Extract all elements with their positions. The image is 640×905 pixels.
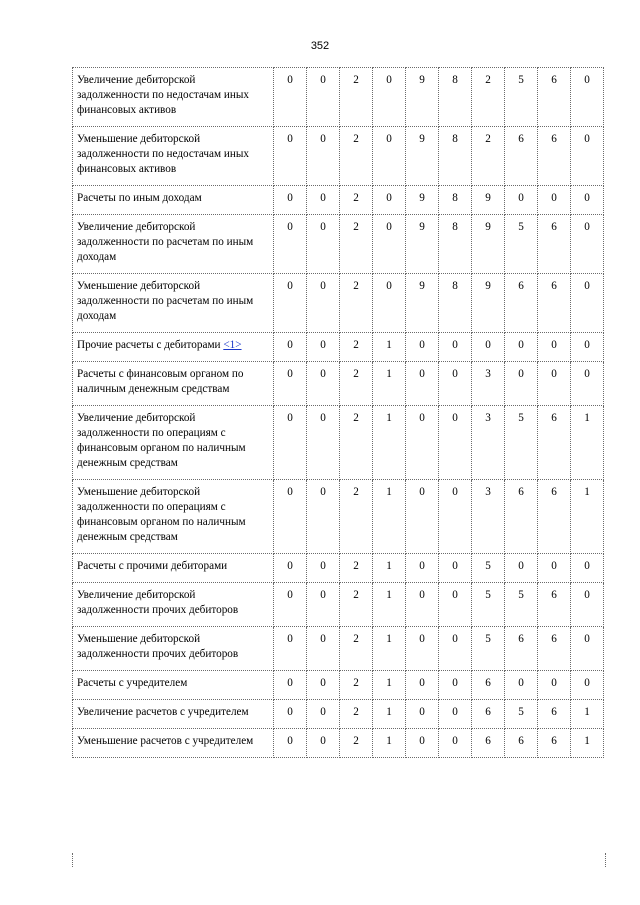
account-name-cell <box>73 554 274 583</box>
code-digit-cell: 2 <box>340 215 373 274</box>
code-digit-cell: 1 <box>373 554 406 583</box>
code-digit-cell: 0 <box>373 68 406 127</box>
code-digit-cell: 0 <box>571 362 604 406</box>
account-name-cell <box>73 333 274 362</box>
code-digit-cell: 5 <box>505 406 538 480</box>
code-digit-cell: 0 <box>307 700 340 729</box>
code-digit-cell: 2 <box>340 186 373 215</box>
table-row <box>73 406 604 480</box>
code-digit-cell: 0 <box>439 362 472 406</box>
table-body <box>73 68 604 758</box>
code-digit-cell: 0 <box>406 627 439 671</box>
account-name: Расчеты по иным доходам <box>77 192 202 204</box>
account-name-cell <box>73 480 274 554</box>
code-digit-cell: 5 <box>472 583 505 627</box>
code-digit-cell: 0 <box>571 215 604 274</box>
code-digit-cell: 0 <box>274 554 307 583</box>
table-row <box>73 554 604 583</box>
code-digit-cell: 0 <box>571 68 604 127</box>
code-digit-cell: 5 <box>505 700 538 729</box>
code-digit-cell: 0 <box>274 333 307 362</box>
code-digit-cell: 2 <box>340 406 373 480</box>
code-digit-cell: 0 <box>439 729 472 758</box>
code-digit-cell: 0 <box>538 186 571 215</box>
code-digit-cell: 0 <box>571 274 604 333</box>
code-digit-cell: 0 <box>274 700 307 729</box>
table-row <box>73 627 604 671</box>
footnote-link[interactable]: <1> <box>223 339 242 351</box>
account-name: Увеличение дебиторской задолженности по операциям с финансовым органом по наличным денежным средствам <box>77 412 246 469</box>
code-digit-cell: 2 <box>340 700 373 729</box>
code-digit-cell: 0 <box>307 627 340 671</box>
code-digit-cell: 2 <box>340 627 373 671</box>
code-digit-cell: 2 <box>340 554 373 583</box>
code-digit-cell: 6 <box>472 700 505 729</box>
account-name: Прочие расчеты с дебиторами <box>77 339 221 351</box>
code-digit-cell: 0 <box>274 480 307 554</box>
table-row <box>73 729 604 758</box>
code-digit-cell: 1 <box>571 729 604 758</box>
account-name: Расчеты с прочими дебиторами <box>77 560 228 572</box>
code-digit-cell: 0 <box>373 186 406 215</box>
code-digit-cell: 1 <box>373 729 406 758</box>
code-digit-cell: 0 <box>571 583 604 627</box>
code-digit-cell: 1 <box>373 333 406 362</box>
code-digit-cell: 1 <box>373 627 406 671</box>
code-digit-cell: 6 <box>505 627 538 671</box>
code-digit-cell: 9 <box>406 127 439 186</box>
code-digit-cell: 0 <box>373 127 406 186</box>
code-digit-cell: 0 <box>307 362 340 406</box>
code-digit-cell: 0 <box>406 362 439 406</box>
code-digit-cell: 2 <box>340 671 373 700</box>
table-row <box>73 583 604 627</box>
code-digit-cell: 2 <box>340 127 373 186</box>
code-digit-cell: 0 <box>373 274 406 333</box>
code-digit-cell: 0 <box>274 583 307 627</box>
code-digit-cell: 1 <box>373 480 406 554</box>
account-name: Уменьшение дебиторской задолженности по расчетам по иным доходам <box>77 280 254 322</box>
code-digit-cell: 0 <box>274 274 307 333</box>
code-digit-cell: 5 <box>472 554 505 583</box>
code-digit-cell: 0 <box>571 186 604 215</box>
account-name-cell <box>73 274 274 333</box>
account-name-cell <box>73 127 274 186</box>
code-digit-cell: 6 <box>538 406 571 480</box>
code-digit-cell: 5 <box>505 68 538 127</box>
page-number: 352 <box>310 40 330 52</box>
code-digit-cell: 0 <box>307 333 340 362</box>
account-codes-table <box>72 67 604 758</box>
code-digit-cell: 0 <box>307 186 340 215</box>
account-name: Увеличение дебиторской задолженности по недостачам иных финансовых активов <box>77 74 249 116</box>
code-digit-cell: 5 <box>472 627 505 671</box>
code-digit-cell: 9 <box>472 186 505 215</box>
code-digit-cell: 0 <box>406 554 439 583</box>
code-digit-cell: 0 <box>505 362 538 406</box>
code-digit-cell: 6 <box>538 583 571 627</box>
code-digit-cell: 0 <box>538 554 571 583</box>
account-name: Увеличение дебиторской задолженности прочих дебиторов <box>77 589 239 616</box>
code-digit-cell: 6 <box>472 671 505 700</box>
code-digit-cell: 0 <box>439 671 472 700</box>
code-digit-cell: 0 <box>307 671 340 700</box>
code-digit-cell: 0 <box>538 333 571 362</box>
code-digit-cell: 0 <box>505 671 538 700</box>
code-digit-cell: 0 <box>571 127 604 186</box>
code-digit-cell: 0 <box>406 406 439 480</box>
code-digit-cell: 2 <box>340 729 373 758</box>
table-row <box>73 700 604 729</box>
code-digit-cell: 0 <box>571 671 604 700</box>
code-digit-cell: 0 <box>439 627 472 671</box>
code-digit-cell: 1 <box>571 480 604 554</box>
code-digit-cell: 0 <box>274 68 307 127</box>
code-digit-cell: 0 <box>439 480 472 554</box>
code-digit-cell: 0 <box>307 480 340 554</box>
account-name-cell <box>73 215 274 274</box>
code-digit-cell: 0 <box>307 274 340 333</box>
code-digit-cell: 0 <box>439 700 472 729</box>
code-digit-cell: 5 <box>505 215 538 274</box>
code-digit-cell: 0 <box>439 554 472 583</box>
code-digit-cell: 1 <box>373 406 406 480</box>
code-digit-cell: 9 <box>406 186 439 215</box>
code-digit-cell: 0 <box>505 186 538 215</box>
code-digit-cell: 3 <box>472 362 505 406</box>
code-digit-cell: 0 <box>274 362 307 406</box>
account-name-cell <box>73 627 274 671</box>
code-digit-cell: 8 <box>439 68 472 127</box>
code-digit-cell: 3 <box>472 406 505 480</box>
code-digit-cell: 1 <box>373 362 406 406</box>
code-digit-cell: 6 <box>538 627 571 671</box>
code-digit-cell: 0 <box>274 127 307 186</box>
account-name: Увеличение дебиторской задолженности по расчетам по иным доходам <box>77 221 254 263</box>
table-row <box>73 671 604 700</box>
account-name-cell <box>73 583 274 627</box>
account-name: Увеличение расчетов с учредителем <box>77 706 249 718</box>
code-digit-cell: 9 <box>472 274 505 333</box>
code-digit-cell: 0 <box>274 186 307 215</box>
code-digit-cell: 0 <box>439 583 472 627</box>
code-digit-cell: 1 <box>373 700 406 729</box>
table-row <box>73 186 604 215</box>
account-name-cell <box>73 671 274 700</box>
code-digit-cell: 1 <box>571 700 604 729</box>
code-digit-cell: 2 <box>472 127 505 186</box>
account-name-cell <box>73 406 274 480</box>
code-digit-cell: 0 <box>571 627 604 671</box>
code-digit-cell: 0 <box>538 362 571 406</box>
account-name-cell <box>73 362 274 406</box>
code-digit-cell: 0 <box>406 700 439 729</box>
code-digit-cell: 0 <box>307 729 340 758</box>
code-digit-cell: 6 <box>505 127 538 186</box>
code-digit-cell: 8 <box>439 127 472 186</box>
code-digit-cell: 2 <box>340 333 373 362</box>
code-digit-cell: 0 <box>307 554 340 583</box>
code-digit-cell: 8 <box>439 186 472 215</box>
account-name: Уменьшение дебиторской задолженности прочих дебиторов <box>77 633 239 660</box>
account-name-cell <box>73 186 274 215</box>
code-digit-cell: 0 <box>505 554 538 583</box>
code-digit-cell: 1 <box>373 583 406 627</box>
account-name: Уменьшение дебиторской задолженности по операциям с финансовым органом по наличным денежным средствам <box>77 486 246 543</box>
code-digit-cell: 8 <box>439 274 472 333</box>
code-digit-cell: 2 <box>340 583 373 627</box>
code-digit-cell: 6 <box>538 700 571 729</box>
code-digit-cell: 6 <box>538 480 571 554</box>
account-name: Уменьшение дебиторской задолженности по недостачам иных финансовых активов <box>77 133 249 175</box>
account-name: Уменьшение расчетов с учредителем <box>77 735 254 747</box>
table-row <box>73 127 604 186</box>
code-digit-cell: 2 <box>340 480 373 554</box>
code-digit-cell: 1 <box>373 671 406 700</box>
account-name: Расчеты с финансовым органом по наличным денежным средствам <box>77 368 244 395</box>
table-row <box>73 215 604 274</box>
code-digit-cell: 1 <box>571 406 604 480</box>
code-digit-cell: 0 <box>307 583 340 627</box>
code-digit-cell: 2 <box>472 68 505 127</box>
code-digit-cell: 6 <box>538 729 571 758</box>
table-row <box>73 274 604 333</box>
code-digit-cell: 0 <box>373 215 406 274</box>
code-digit-cell: 0 <box>406 480 439 554</box>
code-digit-cell: 0 <box>439 406 472 480</box>
code-digit-cell: 6 <box>472 729 505 758</box>
account-name-cell <box>73 700 274 729</box>
code-digit-cell: 0 <box>274 729 307 758</box>
table-row <box>73 68 604 127</box>
code-digit-cell: 9 <box>472 215 505 274</box>
code-digit-cell: 0 <box>307 215 340 274</box>
code-digit-cell: 6 <box>505 274 538 333</box>
code-digit-cell: 6 <box>538 127 571 186</box>
table-row <box>73 333 604 362</box>
code-digit-cell: 0 <box>274 627 307 671</box>
code-digit-cell: 0 <box>307 127 340 186</box>
code-digit-cell: 9 <box>406 215 439 274</box>
code-digit-cell: 0 <box>472 333 505 362</box>
code-digit-cell: 5 <box>505 583 538 627</box>
account-name-cell <box>73 68 274 127</box>
code-digit-cell: 6 <box>538 274 571 333</box>
code-digit-cell: 8 <box>439 215 472 274</box>
table-row <box>73 362 604 406</box>
table-row <box>73 480 604 554</box>
code-digit-cell: 0 <box>571 333 604 362</box>
code-digit-cell: 9 <box>406 274 439 333</box>
code-digit-cell: 0 <box>571 554 604 583</box>
code-digit-cell: 0 <box>406 333 439 362</box>
code-digit-cell: 0 <box>274 215 307 274</box>
code-digit-cell: 6 <box>538 68 571 127</box>
code-digit-cell: 0 <box>274 671 307 700</box>
code-digit-cell: 2 <box>340 68 373 127</box>
code-digit-cell: 0 <box>274 406 307 480</box>
account-name-cell <box>73 729 274 758</box>
code-digit-cell: 0 <box>406 583 439 627</box>
code-digit-cell: 0 <box>439 333 472 362</box>
code-digit-cell: 6 <box>505 480 538 554</box>
code-digit-cell: 0 <box>406 671 439 700</box>
code-digit-cell: 0 <box>406 729 439 758</box>
code-digit-cell: 0 <box>538 671 571 700</box>
code-digit-cell: 0 <box>307 68 340 127</box>
code-digit-cell: 2 <box>340 362 373 406</box>
code-digit-cell: 6 <box>505 729 538 758</box>
code-digit-cell: 2 <box>340 274 373 333</box>
code-digit-cell: 0 <box>505 333 538 362</box>
code-digit-cell: 0 <box>307 406 340 480</box>
account-name: Расчеты с учредителем <box>77 677 188 689</box>
table-continuation <box>72 853 606 867</box>
code-digit-cell: 9 <box>406 68 439 127</box>
code-digit-cell: 6 <box>538 215 571 274</box>
code-digit-cell: 3 <box>472 480 505 554</box>
